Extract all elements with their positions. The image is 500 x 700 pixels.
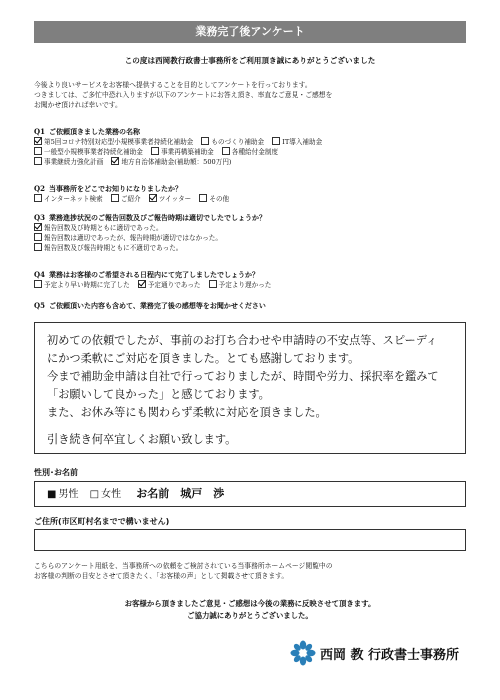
- gender-female[interactable]: [90, 483, 121, 507]
- answer-line: 「お願いして良かった」と感じております。: [47, 388, 270, 401]
- option-label: インターネット検索: [44, 195, 103, 203]
- question-5-title: [34, 301, 474, 311]
- option-label: 予定より早い時期に完了した: [44, 281, 130, 289]
- option-other[interactable]: [199, 195, 229, 203]
- checkbox[interactable]: [34, 157, 42, 165]
- note-line: お客様の判断の目安とさせて頂きたく、「お客様の声」として掲載させて頂きます。: [34, 572, 289, 580]
- option-covid-subsidy[interactable]: [34, 138, 193, 146]
- question-text: 業務はお客様のご希望される日程内にて完了しましたでしょうか？: [48, 270, 259, 279]
- option-label: 各種給付金制度: [231, 148, 279, 156]
- option-restructuring[interactable]: [151, 148, 214, 156]
- checkbox[interactable]: [151, 147, 159, 155]
- question-number: Q3: [34, 213, 45, 222]
- checkbox[interactable]: [201, 137, 209, 145]
- option-early[interactable]: [34, 281, 130, 289]
- checkbox-checked[interactable]: [34, 137, 42, 145]
- option-late[interactable]: [209, 281, 272, 289]
- option-label: 第5回コロナ特別対応型小規模事業者持続化補助金: [44, 138, 194, 146]
- option-label: 事業再構築補助金: [161, 148, 214, 156]
- closing-line: お客様から頂きましたご意見・ご感想は今後の業務に反映させて頂きます。: [124, 599, 376, 608]
- option-monozukuri[interactable]: [201, 138, 264, 146]
- gender-male[interactable]: [47, 483, 78, 507]
- option-label: 報告回数は適切であったが、報告時期が適切ではなかった。: [44, 234, 222, 242]
- question-text: ご依頼頂きました業務の名称: [48, 127, 140, 136]
- feedback-answer-box[interactable]: [34, 322, 466, 454]
- option-local-subsidy[interactable]: [111, 158, 231, 166]
- checkbox[interactable]: [222, 147, 230, 155]
- question-3-title: [34, 213, 474, 223]
- option-label: 報告回数及び時期ともに適切であった。: [44, 224, 163, 232]
- filled-square-icon: ■: [47, 489, 57, 500]
- address-field[interactable]: [34, 529, 466, 551]
- question-4-title: [34, 270, 474, 280]
- option-label: 予定通りであった: [147, 281, 201, 289]
- checkbox[interactable]: [272, 137, 280, 145]
- thanks-message: この度は西岡教行政書士事務所をご利用頂き誠にありがとうございました: [124, 56, 376, 65]
- answer-line: 初めての依頼でしたが、事前のお打ち合わせや申請時の不安点等、スピーディ: [47, 334, 438, 347]
- checkbox[interactable]: [34, 280, 42, 288]
- option-appropriate[interactable]: [34, 223, 474, 233]
- option-continuity-plan[interactable]: [34, 158, 103, 166]
- office-logo: [290, 640, 470, 666]
- answer-line: にかつ柔軟にご対応を頂きました。とても感謝しております。: [47, 352, 360, 365]
- question-number: Q5: [34, 301, 45, 310]
- options-row: [34, 147, 474, 157]
- question-3: [34, 213, 474, 253]
- checkbox-checked[interactable]: [149, 194, 157, 202]
- note-line: こちらのアンケート用紙を、当事務所への依頼をご検討されている当事務所ホームページ閲覧中の: [34, 562, 333, 570]
- checkbox-checked[interactable]: [138, 280, 146, 288]
- checkbox[interactable]: [34, 147, 42, 155]
- question-2: [34, 184, 474, 204]
- sakura-logo-icon: [290, 640, 316, 666]
- options-row: [34, 280, 474, 290]
- option-label: 一般型小規模事業者持続化補助金: [44, 148, 143, 156]
- closing-message: [0, 598, 500, 622]
- office-name: 西岡 教 行政書士事務所: [320, 648, 460, 663]
- checkbox[interactable]: [34, 243, 42, 251]
- option-label: 地方自治体補助金(補助額：500万円): [121, 158, 232, 166]
- intro-line: 今後より良いサービスをお客様へ提供することを目的としてアンケートを行っております。: [34, 81, 312, 89]
- publication-note: [34, 561, 474, 581]
- intro-line: つきましては、ご多忙中恐れ入りますが以下のアンケートにお答え頂き、率直なご意見・ご感想を: [34, 91, 333, 99]
- respondent-name: お名前 城戸 渉: [136, 487, 225, 500]
- option-label: 事業継続力強化計画: [44, 158, 104, 166]
- option-label: ツイッター: [158, 195, 192, 203]
- options-row: [34, 157, 474, 167]
- option-referral[interactable]: [111, 195, 141, 203]
- option-label: IT導入補助金: [282, 138, 323, 146]
- checkbox[interactable]: [111, 194, 119, 202]
- checkbox[interactable]: [199, 194, 207, 202]
- question-1: [34, 127, 474, 167]
- question-text: 業務進捗状況のご報告回数及びご報告時期は適切でしたでしょうか？: [48, 213, 266, 222]
- page-title: 業務完了後アンケート: [34, 21, 466, 43]
- option-label: 報告回数及び報告時期ともに不適切であった。: [44, 244, 183, 252]
- question-1-title: [34, 127, 474, 137]
- option-internet-search[interactable]: [34, 195, 103, 203]
- question-2-title: [34, 184, 474, 194]
- intro-text: [34, 80, 474, 110]
- answer-line: また、お休み等にも関わらず柔軟に対応を頂きました。: [47, 406, 327, 419]
- gender-name-field[interactable]: [34, 481, 466, 507]
- option-general-subsidy[interactable]: [34, 148, 143, 156]
- question-number: Q1: [34, 127, 45, 136]
- address-label: ご住所(市区町村名までで構いません): [34, 517, 170, 526]
- option-label: 予定より遅かった: [218, 281, 272, 289]
- gender-male-label: 男性: [58, 489, 79, 500]
- question-5: [34, 301, 474, 311]
- answer-line: 今まで補助金申請は自社で行っておりましたが、時間や労力、採択率を鑑みて: [47, 370, 439, 383]
- option-on-schedule[interactable]: [138, 281, 201, 289]
- checkbox[interactable]: [209, 280, 217, 288]
- option-label: その他: [209, 195, 230, 203]
- answer-line: 引き続き何卒宜しくお願い致します。: [47, 433, 237, 446]
- closing-line: ご協力誠にありがとうございました。: [187, 611, 313, 620]
- checkbox[interactable]: [34, 194, 42, 202]
- question-text: 当事務所をどこでお知りになりましたか？: [48, 184, 182, 193]
- option-timing-inappropriate[interactable]: [34, 233, 474, 243]
- option-label: ご紹介: [120, 195, 141, 203]
- question-number: Q2: [34, 184, 45, 193]
- option-benefits[interactable]: [222, 148, 278, 156]
- intro-line: お聞かせ頂ければ幸いです。: [34, 101, 122, 109]
- options-row: [34, 137, 474, 147]
- gender-name-label: 性別･お名前: [34, 468, 78, 477]
- question-text: ご依頼頂いた内容も含めて、業務完了後の感想等をお聞かせください: [48, 301, 266, 310]
- option-twitter[interactable]: [149, 195, 192, 203]
- checkbox-checked[interactable]: [111, 157, 119, 165]
- checkbox[interactable]: [34, 233, 42, 241]
- empty-square-icon: □: [89, 489, 100, 500]
- checkbox-checked[interactable]: [34, 223, 42, 231]
- option-it-subsidy[interactable]: [272, 138, 322, 146]
- answer-spacer: [47, 422, 453, 431]
- gender-female-label: 女性: [101, 489, 122, 500]
- option-label: ものづくり補助金: [211, 138, 265, 146]
- question-4: [34, 270, 474, 290]
- question-number: Q4: [34, 270, 45, 279]
- options-row: [34, 194, 474, 204]
- option-both-inappropriate[interactable]: [34, 243, 474, 253]
